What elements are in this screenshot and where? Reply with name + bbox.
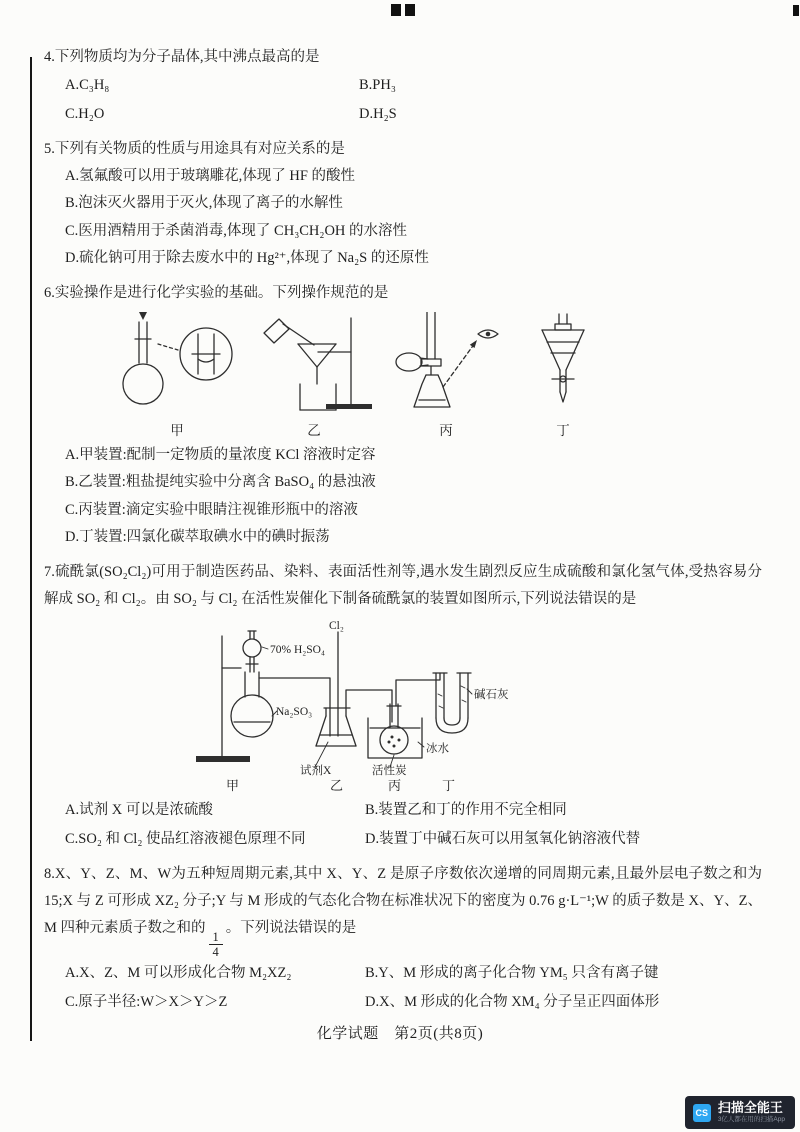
pouring-beaker [264,319,289,343]
scan-artifact-top-mark [391,4,401,16]
q4-option-c: C.H₂O [65,105,105,122]
camscanner-subtitle: 3亿人都在用的扫描App [717,1115,785,1123]
camscanner-brand: 扫描全能王 [717,1100,783,1115]
titration-sketch [396,312,450,407]
volumetric-flask-figure [102,312,252,417]
question-4-stem: 4.下列物质均为分子晶体,其中沸点最高的是 [44,49,320,65]
q7-diagram-labels [226,620,509,793]
question-4-options [44,71,762,129]
label-ice-water: 冰水 [426,743,449,756]
question-8-stem [44,861,762,959]
q5-option-a: A.氢氟酸可以用于玻璃雕花,体现了 HF 的酸性 [65,167,356,184]
question-7-stem: 7.硫酰氯(SO₂Cl₂)可用于制造医药品、染料、表面活性剂等,遇水发生剧烈反应生成硫酸和氯化氢气体,受热容易分解成 SO₂ 和 Cl₂。由 SO₂ 与 Cl₂ 在活性炭催化下制备硫酰氯的装置如图所示,下列说法错误的是 [44,563,762,607]
drying-bottle [316,708,356,746]
label-reagent-x: 试剂X [300,765,332,778]
q6-option-a: A.甲装置:配制一定物质的量浓度 KCl 溶液时定容 [65,446,376,463]
glass-rod [283,324,314,345]
hand-sketch [396,353,422,371]
label-cl2: Cl₂ [329,620,344,633]
q8-stem-text-1: 8.X、Y、Z、M、W为五种短周期元素,其中 X、Y、Z 是原子序数依次递增的同周期元素,且最外层电子数之和为 15;X 与 Z 可形成 XZ₂ 分子;Y 与 M 形成的气态化合物在标准状况下的密度为 0.76 g·L⁻¹;W 的质子数是 X、Y、Z、M 四种元素质子数之和的 [44,866,762,937]
meniscus-zoom-circle [180,328,232,380]
q8-option-d: D.X、M 形成的化合物 XM₄ 分子呈正四面体形 [365,994,660,1011]
figure-label-jia: 甲 [170,422,184,438]
fraction-one-quarter [209,931,223,959]
iron-stand [196,636,250,762]
camscanner-logo-icon: CS [693,1104,711,1122]
dropping-funnel [243,631,261,672]
q4-option-d: D.H₂S [359,105,397,122]
q7-option-b: B.装置乙和丁的作用不完全相同 [365,802,567,819]
label-jia: 甲 [226,778,240,794]
label-h2so4: 70% H₂SO₄ [270,644,325,657]
figure-label-ding: 丁 [556,422,570,438]
question-5 [44,136,762,273]
q8-option-c: C.原子半径:W＞X＞Y＞Z [65,994,228,1011]
figure-label-bing: 丙 [439,422,453,438]
label-soda-lime: 碱石灰 [474,689,509,702]
scan-artifact-left-line [30,57,32,1041]
camscanner-badge [685,1096,795,1129]
label-yi: 乙 [330,778,344,794]
label-ding: 丁 [442,778,456,794]
question-7 [44,559,762,855]
eye-icon [443,330,498,387]
scan-artifact-corner-mark [793,5,799,16]
q5-option-c: C.医用酒精用于杀菌消毒,体现了 CH₃CH₂OH 的水溶性 [65,222,408,239]
q4-option-b: B.PH₃ [359,76,396,93]
reaction-flask-ice-bath [368,704,422,758]
figure-jia [102,312,252,439]
question-6-options [44,442,762,552]
scan-artifact-top-mark [405,4,415,16]
question-5-options [44,163,762,273]
question-8-options [44,959,762,1017]
question-6-stem: 6.实验操作是进行化学实验的基础。下列操作规范的是 [44,284,389,301]
q6-option-c: C.丙装置:滴定实验中眼睛注视锥形瓶中的溶液 [65,501,358,518]
q5-option-d: D.硫化钠可用于除去废水中的 Hg²⁺,体现了 Na₂S 的还原性 [65,250,429,267]
separating-funnel-sketch [542,314,584,402]
figure-label-yi: 乙 [307,422,321,438]
question-6 [44,280,762,552]
question-6-figure [44,312,762,439]
question-4 [44,44,762,129]
question-7-options [44,796,762,854]
generator-round-flask [231,672,273,737]
label-bing: 丙 [388,778,402,794]
q7-option-c: C.SO₂ 和 Cl₂ 使品红溶液褪色原理不同 [65,831,306,848]
filtration-figure [254,312,374,417]
q6-option-d: D.丁装置:四氯化碳萃取碘水中的碘时振荡 [65,529,330,546]
q5-option-b: B.泡沫灭火器用于灭火,体现了离子的水解性 [65,195,343,212]
q4-option-a: A.C₃H₈ [65,76,110,93]
fraction-numerator: 1 [209,931,223,945]
filtration-sketch [264,318,372,410]
label-na2so3: Na₂SO₃ [276,706,313,719]
exam-content [44,44,762,1024]
question-8 [44,861,762,1017]
label-activated-carbon: 活性炭 [372,765,407,778]
volumetric-flask-sketch [123,312,178,404]
q7-option-d: D.装置丁中碱石灰可以用氢氧化钠溶液代替 [365,831,641,848]
figure-bing [376,312,516,439]
q7-option-a: A.试剂 X 可以是浓硫酸 [65,802,213,819]
figure-yi [254,312,374,439]
question-7-figure [180,616,762,794]
u-tube [433,673,471,733]
fraction-denominator: 4 [212,945,219,960]
q8-option-b: B.Y、M 形成的离子化合物 YM₅ 只含有离子键 [365,965,659,982]
conical-flask [414,375,450,407]
q6-option-b: B.乙装置:粗盐提纯实验中分离含 BaSO₄ 的悬浊液 [65,474,376,491]
page-footer: 化学试题 第2页(共8页) [316,1026,484,1042]
titration-figure [376,312,516,417]
separating-funnel-figure [518,312,608,417]
q8-option-a: A.X、Z、M 可以形成化合物 M₂XZ₂ [65,965,292,982]
figure-ding [518,312,608,439]
camscanner-text [718,1101,785,1124]
q8-stem-text-2: 。下列说法错误的是 [225,920,357,937]
question-5-stem: 5.下列有关物质的性质与用途具有对应关系的是 [44,140,345,157]
sulfuryl-chloride-apparatus-figure [180,616,520,794]
